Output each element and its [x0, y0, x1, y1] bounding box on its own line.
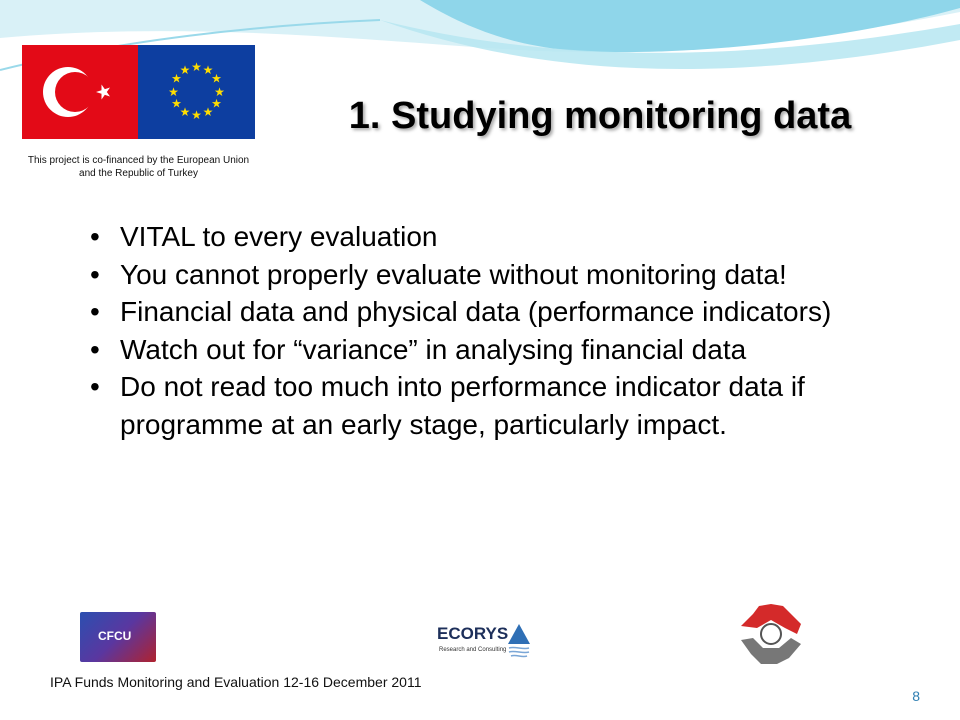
- bullet-item: • You cannot properly evaluate without monitoring data!: [90, 256, 850, 294]
- footer-text: IPA Funds Monitoring and Evaluation 12-16 December 2011: [50, 674, 422, 690]
- bullet-item: • VITAL to every evaluation: [90, 218, 850, 256]
- bullet-item: • Financial data and physical data (performance indicators): [90, 293, 850, 331]
- cofinance-note: This project is co-financed by the European Union and the Republic of Turkey: [27, 155, 250, 179]
- svg-text:★: ★: [191, 60, 202, 74]
- svg-text:★: ★: [202, 63, 214, 77]
- slide-title: 1. Studying monitoring data: [348, 95, 852, 137]
- svg-text:★: ★: [211, 71, 222, 86]
- svg-text:★: ★: [171, 96, 182, 111]
- ecorys-triangle-icon: [507, 622, 531, 662]
- svg-text:★: ★: [168, 85, 179, 99]
- svg-text:★: ★: [171, 71, 182, 86]
- cfcu-logo: [80, 612, 156, 662]
- ecorys-logo-name: ECORYS: [437, 624, 509, 643]
- eu-flag-icon: [138, 45, 255, 139]
- svg-text:★: ★: [214, 85, 225, 99]
- page-number: 8: [912, 688, 920, 704]
- svg-text:★: ★: [202, 105, 214, 119]
- svg-text:★: ★: [211, 96, 222, 111]
- ecorys-logo: [437, 620, 533, 666]
- gear-logo-icon: [728, 598, 814, 668]
- bullet-list: [90, 218, 850, 443]
- svg-text:★: ★: [179, 105, 191, 119]
- svg-text:★: ★: [191, 108, 202, 122]
- svg-text:★: ★: [179, 63, 191, 77]
- bullet-item: • Watch out for “variance” in analysing financial data: [90, 331, 850, 369]
- cfcu-logo-label: CFCU: [98, 629, 132, 643]
- bullet-item: • Do not read too much into performance indicator data if programme at an early stage, particularly impact.: [90, 368, 850, 443]
- turkey-flag-icon: [22, 45, 138, 139]
- ecorys-logo-tagline: Research and Consulting: [439, 647, 507, 653]
